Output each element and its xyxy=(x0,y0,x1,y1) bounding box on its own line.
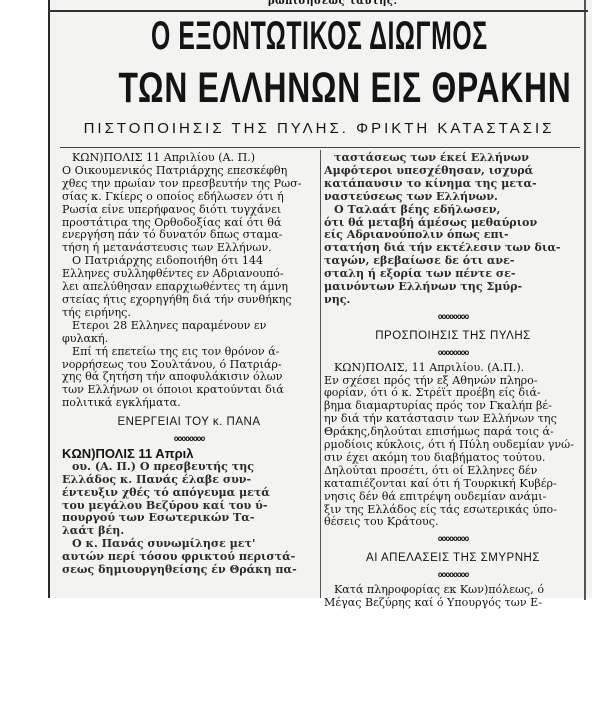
text-line: λει απελύθησαν επαρχιωθέντες τη άμνη xyxy=(62,280,288,294)
text-line: τήση ή μετανάστευσις των Ελλήνων. xyxy=(62,241,272,255)
text-line: αυτών περί τόσου φρικτού περιστά- xyxy=(62,550,296,564)
article-lead: ΚΩΝ)ΠΟΛΙΣ 11 Απριλ xyxy=(62,445,194,461)
text-line: καταπιέζονται καί ότι ή Τουρκική Κυβέρ- xyxy=(324,476,557,490)
article-paragraph xyxy=(62,538,316,577)
left-column xyxy=(62,152,316,596)
text-line: ότι θά μεταβή άμέσως μεθαύριον xyxy=(324,215,538,229)
text-line: ην διά τήν κατάστασιν των Ελλήνων της xyxy=(324,412,557,426)
article-paragraph xyxy=(324,362,582,530)
text-line: τής ειρήνης. xyxy=(62,305,131,319)
text-line: Μέγας Βεζύρης καί ό Υπουργός των Ε- xyxy=(324,596,542,609)
text-line: σταλη ή εξορία των πέντε σε- xyxy=(324,267,516,281)
text-line: Ο Πατριάρχης ειδοποιήθη ότι 144 xyxy=(72,254,264,268)
text-line: του μεγάλου Βεζύρου καί του ύ- xyxy=(62,498,268,512)
top-rule xyxy=(48,10,588,12)
subhead-rule xyxy=(60,147,580,148)
text-line: χθες την πρωίαν τον πρεσβευτήν της Ρωσ- xyxy=(62,176,302,190)
right-column xyxy=(324,151,582,609)
text-line: σεως δημιουργηθείσης έν Θράκη πα- xyxy=(62,563,297,577)
text-line: ταγών, εβεβαίωσε δε ότι ανε- xyxy=(324,254,515,268)
text-line: φορίαν, ότι ό κ. Στρέϊτ προέβη είς διά- xyxy=(324,386,541,400)
text-line: Ελληνες συλληφθέντες εν Αδριανουπό- xyxy=(62,267,284,281)
text-line: Ο Οικουμενικός Πατριάρχης επεσκέφθη xyxy=(62,163,288,177)
text-line: Αμφότεροι υπεσχέθησαν, ισχυρά xyxy=(324,163,534,177)
subheadline: ΠΙΣΤΟΠΟΙΗΣΙΣ ΤΗΣ ΠΥΛΗΣ. ΦΡΙΚΤΗ ΚΑΤΑΣΤΑΣΙΣ xyxy=(83,120,555,137)
text-line: έντευξιν χθές τό απόγευμα μετά xyxy=(62,485,270,499)
separator: oooooooo xyxy=(437,311,469,321)
article-paragraph xyxy=(62,346,316,411)
text-line: είς Αδριανούπολιν όπως επι- xyxy=(324,228,509,242)
text-line: σιν έχει ακόμη του διαβήματος τούτου. xyxy=(324,450,546,464)
column-divider xyxy=(320,150,321,598)
text-line: νορρήσεως του Σουλτάνου, ό Πατριάρ- xyxy=(62,357,282,371)
text-line: κατάπαυσιν το κίνημα της μετα- xyxy=(324,176,537,190)
text-line: Ρωσία είνε υπερήφανος διότι τυγχάνει xyxy=(62,202,282,216)
separator: oooooooo xyxy=(437,347,469,357)
text-line: σίας κ. Γκίερς ο οποίος εδήλωσεν ότι ή xyxy=(62,189,284,203)
section-title: ΕΝΕΡΓΕΙΑΙ ΤΟΥ κ. ΠΑΝΑ xyxy=(117,416,261,429)
text-line: ταστάσεως των έκεί Ελλήνων xyxy=(334,151,529,164)
article-paragraph xyxy=(62,152,316,255)
article-paragraph xyxy=(324,584,582,610)
top-cut-text: ρωπισησεως ταυτης. xyxy=(268,0,398,7)
separator: oooooooo xyxy=(437,534,469,544)
clipping-edge xyxy=(584,0,586,600)
text-line: Κατά πληροφορίας εκ Κων)πόλεως, ό xyxy=(334,583,545,597)
article-paragraph xyxy=(62,320,316,346)
text-line: Ελλάδος κ. Πανάς έλαβε συν- xyxy=(62,472,252,486)
article-paragraph xyxy=(62,461,316,538)
text-line: Ο Ταλαάτ βέης εδήλωσεν, xyxy=(334,202,501,216)
text-line: πουργού των Εσωτερικών Τα- xyxy=(62,511,255,525)
text-line: φυλακή. xyxy=(62,331,109,345)
separator: oooooooo xyxy=(173,434,205,444)
text-line: νησις δέν θά επιτρέψη ουδεμίαν ανάμι- xyxy=(324,489,547,503)
text-line: ενεργήση πάν τό δυνατόν δπως σταμα- xyxy=(62,228,283,242)
text-line: ΚΩΝ)ΠΟΛΙΣ, 11 Απριλίου. (Α.Π.). xyxy=(334,360,525,374)
text-line: στατήση διά τήν εκτέλεσιν των δια- xyxy=(324,241,561,255)
headline-line-2: ΤΩΝ ΕΛΛΗΝΩΝ ΕΙΣ ΘΡΑΚΗΝ xyxy=(118,64,572,112)
text-line: χης θά ζητήση τήν αποφυλάκισιν όλων xyxy=(62,370,283,384)
text-line: ου. (Α. Π.) Ο πρεσβευτής της xyxy=(72,459,255,473)
article-paragraph xyxy=(62,255,316,320)
text-line: προστάτιρα της Ορθοδοξίας καί ότι θά xyxy=(62,215,282,229)
headline-line-1: Ο ΕΞΟΝΤΩΤΙΚΟΣ ΔΙΩΓΜΟΣ xyxy=(150,14,488,58)
text-line: στείας ήτις εχορηγήθη διά τήν συνθήκης xyxy=(62,292,292,306)
text-line: μαινόντων Ελλήνων της Σμύρ- xyxy=(324,280,523,294)
text-line: Ο κ. Πανάς συνωμίλησε μετ' xyxy=(72,537,256,551)
text-line: ναστεύσεως των Ελλήνων. xyxy=(324,189,498,203)
text-line: ΚΩΝ)ΠΟΛΙΣ 11 Απριλίου (Α. Π.) xyxy=(72,151,256,164)
text-line: ρμοδίοις κύκλοις, ότι ή Πύλη ουδεμίαν γνώ- xyxy=(324,438,574,452)
text-line: νης. xyxy=(324,292,351,306)
text-line: των Ελλήνων οι όποιοι κρατούνται διά xyxy=(62,383,284,397)
text-line: Ετεροι 28 Ελληνες παραμένουν εν xyxy=(72,318,267,332)
text-line: λαάτ βέη. xyxy=(62,524,125,538)
text-line: ξιν της Ελλάδος είς τάς εσωτερικάς ύπο- xyxy=(324,502,557,516)
text-line: θέσεις του Κράτους. xyxy=(324,515,439,529)
text-line: Δηλούται προσέτι, ότι οί Ελληνες δέν xyxy=(324,463,538,477)
section-title: ΠΡΟΣΠΟΙΗΣΙΣ ΤΗΣ ΠΥΛΗΣ xyxy=(375,329,531,342)
text-line: Θράκης,δηλούται επισήμως παρά τοις ά- xyxy=(324,425,554,439)
separator: oooooooo xyxy=(437,570,469,580)
article-paragraph xyxy=(324,152,582,204)
text-line: Εν σχέσει πρός τήν εξ Αθηνών πληρο- xyxy=(324,373,538,387)
article-paragraph xyxy=(324,204,582,307)
text-line: πολιτικά εγκλήματα. xyxy=(62,396,181,410)
section-title: ΑΙ ΑΠΕΛΑΣΕΙΣ ΤΗΣ ΣΜΥΡΝΗΣ xyxy=(366,552,540,565)
text-line: βημα διαμαρτυρίας πρός τον Γκαλήπ βέ- xyxy=(324,399,552,413)
text-line: Επί τή επετείω της εις τον θρόνον ά- xyxy=(72,344,280,358)
